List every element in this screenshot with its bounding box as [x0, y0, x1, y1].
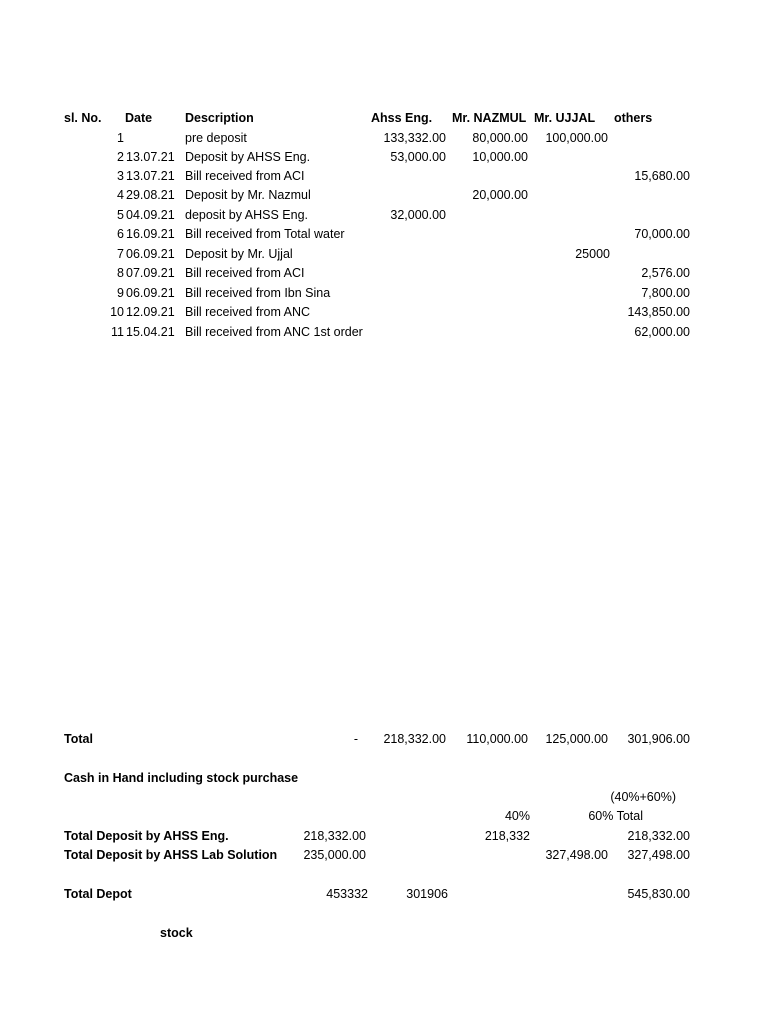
row-description: deposit by AHSS Eng.	[185, 208, 308, 222]
row-sl: 4	[117, 188, 124, 202]
row-date: 06.09.21	[126, 247, 175, 261]
total-ahss: 218,332.00	[383, 732, 446, 746]
row-ujjal: 100,000.00	[545, 131, 608, 145]
total-depot-label: Total Depot	[64, 887, 132, 901]
header-mr-ujjal: Mr. UJJAL	[534, 111, 596, 125]
row-sl: 5	[117, 208, 124, 222]
pct60-total-header: 60% Total	[588, 809, 643, 823]
row-sl: 9	[117, 286, 124, 300]
deposit-ahss-total: 218,332.00	[627, 829, 690, 843]
deposit-ahss-label: Total Deposit by AHSS Eng.	[64, 829, 229, 843]
row-description: Deposit by Mr. Nazmul	[185, 188, 311, 202]
row-sl: 8	[117, 266, 124, 280]
stock-label: stock	[160, 926, 193, 940]
row-sl: 10	[110, 305, 124, 319]
row-sl: 2	[117, 150, 124, 164]
total-depot-total: 545,830.00	[627, 887, 690, 901]
cash-in-hand-label: Cash in Hand including stock purchase	[64, 771, 299, 785]
total-others: 301,906.00	[627, 732, 690, 746]
deposit-ahss-40pct: 218,332	[484, 829, 530, 843]
row-ujjal: 25000	[575, 247, 610, 261]
deposit-lab-total: 327,498.00	[627, 848, 690, 862]
total-label: Total	[64, 732, 93, 746]
row-description: Deposit by Mr. Ujjal	[185, 247, 293, 261]
row-description: Bill received from ACI	[185, 266, 305, 280]
header-others: others	[614, 111, 653, 125]
row-date: 16.09.21	[126, 227, 175, 241]
total-depot-amount1: 453332	[326, 887, 368, 901]
row-description: Bill received from ACI	[185, 169, 305, 183]
row-sl: 6	[117, 227, 124, 241]
row-others: 15,680.00	[634, 169, 690, 183]
row-sl: 7	[117, 247, 124, 261]
header-date: Date	[125, 111, 153, 125]
row-nazmul: 10,000.00	[472, 150, 528, 164]
header-ahss-eng: Ahss Eng.	[371, 111, 433, 125]
row-ahss: 53,000.00	[390, 150, 446, 164]
row-description: Bill received from ANC 1st order	[185, 325, 363, 339]
row-description: Bill received from Total water	[185, 227, 345, 241]
row-description: pre deposit	[185, 131, 247, 145]
row-others: 62,000.00	[634, 325, 690, 339]
row-description: Bill received from ANC	[185, 305, 311, 319]
row-ahss: 32,000.00	[390, 208, 446, 222]
deposit-ahss-amount: 218,332.00	[303, 829, 366, 843]
row-sl: 11	[111, 325, 124, 339]
row-date: 12.09.21	[126, 305, 175, 319]
row-date: 13.07.21	[126, 169, 175, 183]
row-date: 07.09.21	[126, 266, 175, 280]
pct40-header: 40%	[504, 809, 530, 823]
row-date: 04.09.21	[126, 208, 175, 222]
row-others: 143,850.00	[627, 305, 690, 319]
row-date: 13.07.21	[126, 150, 175, 164]
header-description: Description	[185, 111, 254, 125]
deposit-lab-amount: 235,000.00	[303, 848, 366, 862]
row-others: 70,000.00	[634, 227, 690, 241]
row-description: Bill received from Ibn Sina	[185, 286, 331, 300]
row-description: Deposit by AHSS Eng.	[185, 150, 311, 164]
row-others: 2,576.00	[641, 266, 690, 280]
total-depot-amount2: 301906	[406, 887, 448, 901]
split-header: (40%+60%)	[610, 790, 676, 804]
row-sl: 3	[117, 169, 124, 183]
row-date: 06.09.21	[126, 286, 175, 300]
deposit-lab-label: Total Deposit by AHSS Lab Solution	[64, 848, 278, 862]
row-nazmul: 80,000.00	[472, 131, 528, 145]
row-others: 7,800.00	[641, 286, 690, 300]
row-date: 29.08.21	[126, 188, 175, 202]
row-date: 15.04.21	[126, 325, 175, 339]
row-sl: 1	[117, 131, 124, 145]
row-nazmul: 20,000.00	[472, 188, 528, 202]
row-ahss: 133,332.00	[383, 131, 446, 145]
total-ujjal: 125,000.00	[545, 732, 608, 746]
header-mr-nazmul: Mr. NAZMUL	[452, 111, 527, 125]
header-sl-no: sl. No.	[64, 111, 102, 125]
deposit-lab-60pct: 327,498.00	[545, 848, 608, 862]
total-dash: -	[353, 732, 358, 746]
total-nazmul: 110,000.00	[466, 732, 528, 746]
